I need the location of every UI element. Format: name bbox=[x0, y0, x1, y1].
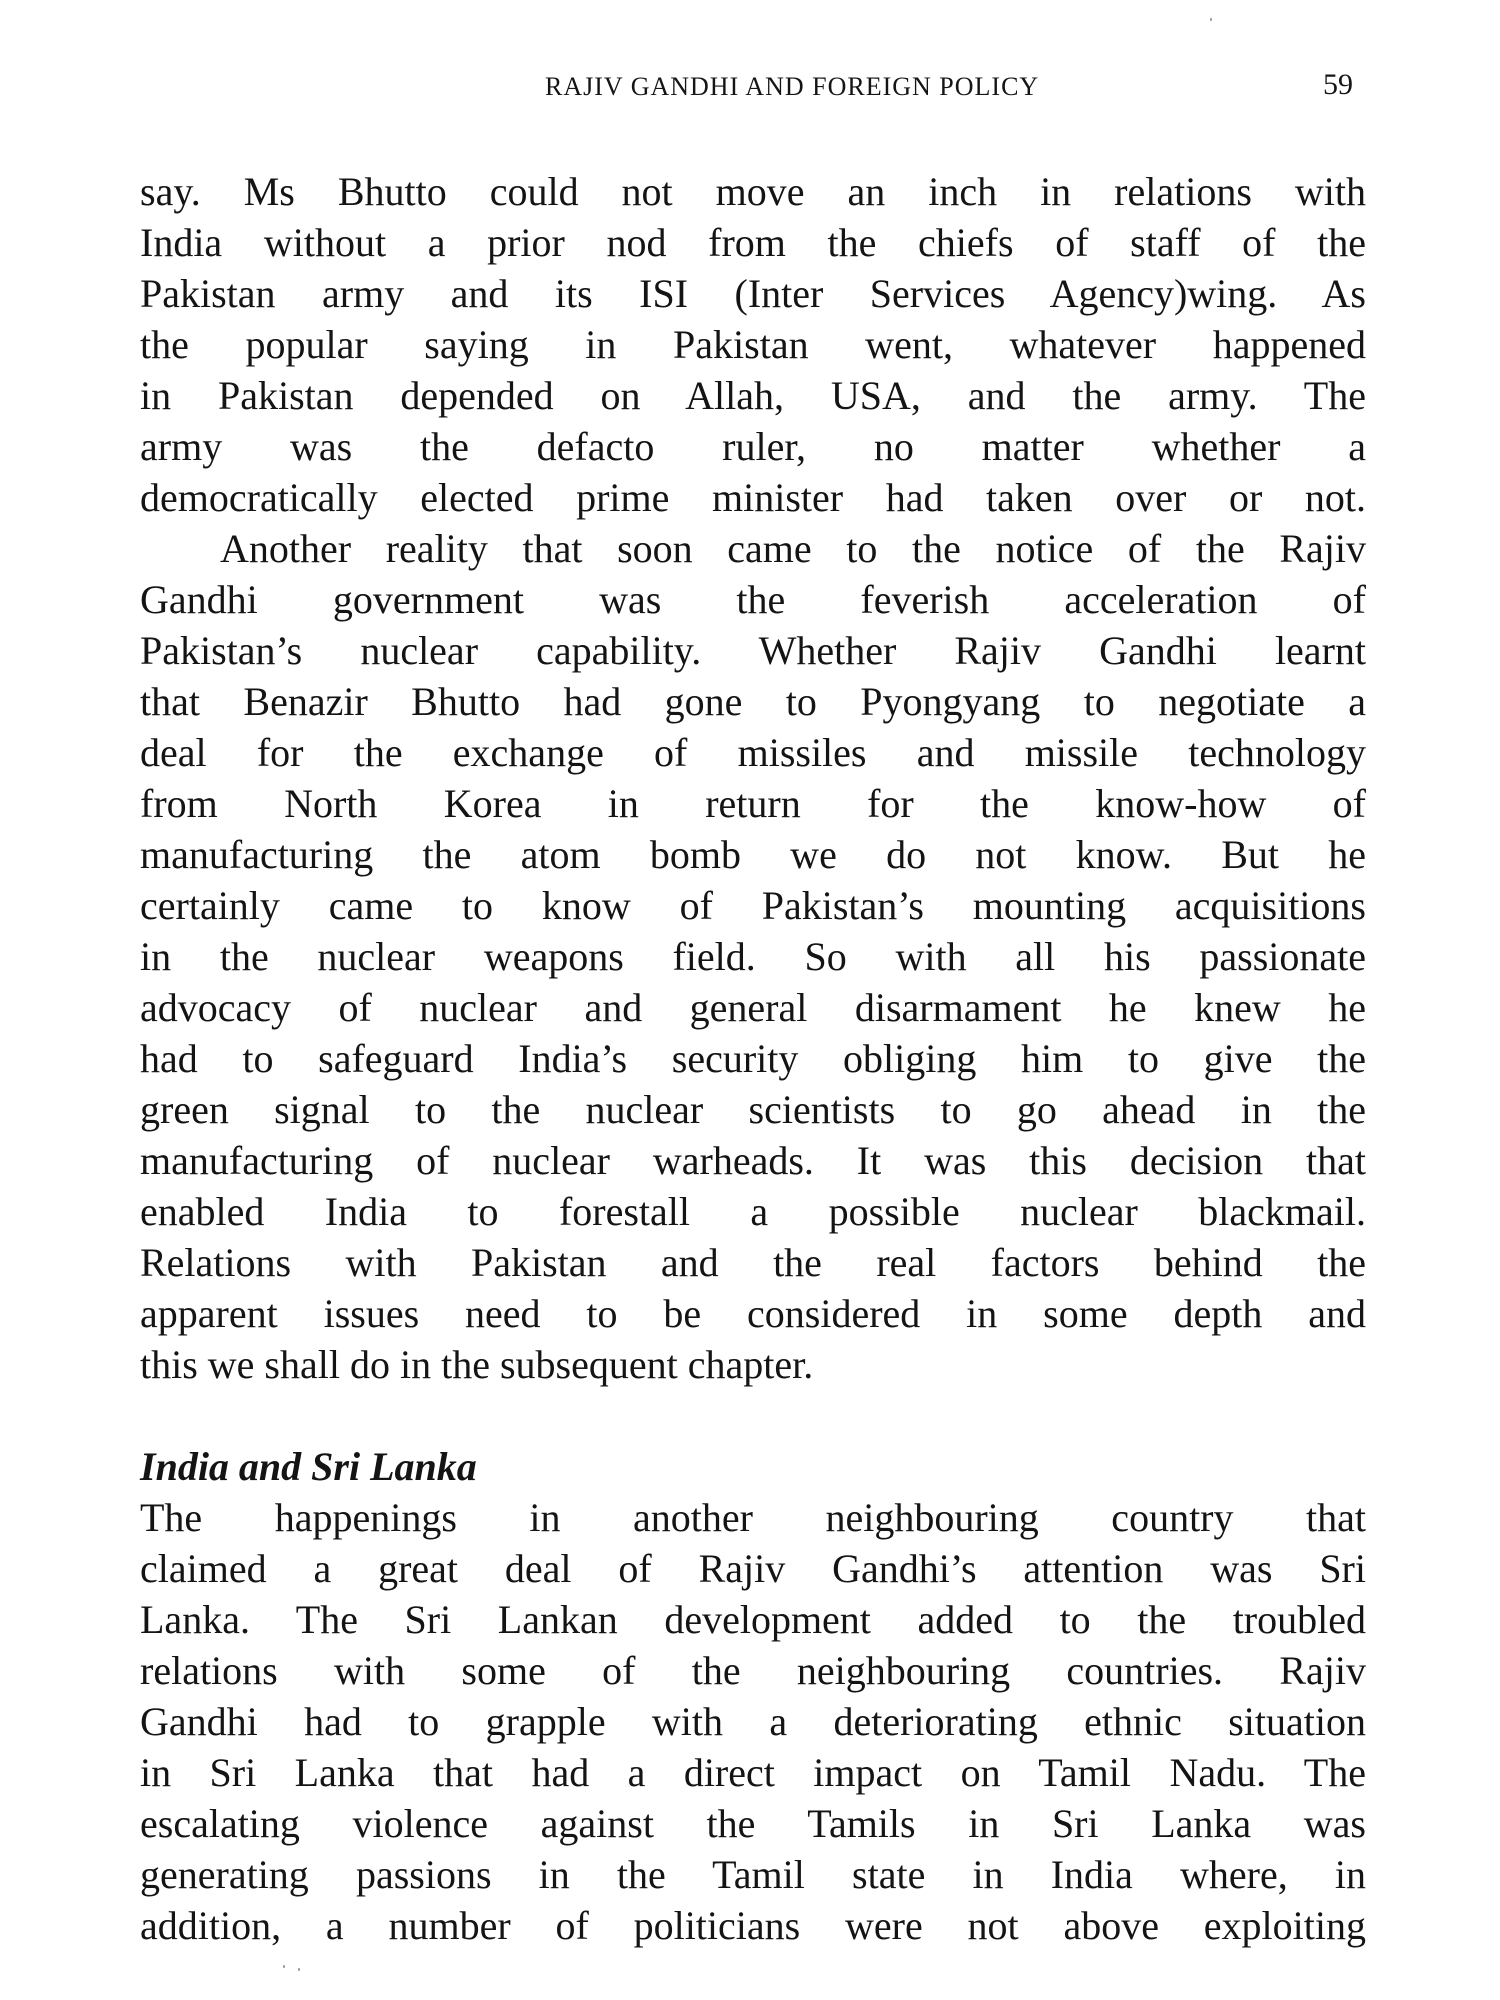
text-line: apparent issues need to be considered in some depth and bbox=[140, 1291, 1366, 1336]
text-line: army was the defacto ruler, no matter whether a bbox=[140, 424, 1366, 469]
text-line: the popular saying in Pakistan went, whatever happened bbox=[140, 322, 1366, 367]
text-line: in the nuclear weapons field. So with all his passionate bbox=[140, 934, 1366, 979]
scan-speck bbox=[298, 1968, 300, 1971]
paragraph-2 bbox=[140, 523, 1366, 1390]
scan-speck bbox=[1210, 18, 1212, 21]
scan-speck bbox=[283, 1965, 285, 1968]
text-line: in Pakistan depended on Allah, USA, and the army. The bbox=[140, 373, 1366, 418]
text-line: say. Ms Bhutto could not move an inch in relations with bbox=[140, 169, 1366, 214]
text-line: The happenings in another neighbouring country that bbox=[140, 1495, 1366, 1540]
page-number: 59 bbox=[1323, 68, 1353, 101]
text-line: India without a prior nod from the chiefs of staff of the bbox=[140, 220, 1366, 265]
text-line: green signal to the nuclear scientists to go ahead in the bbox=[140, 1087, 1366, 1132]
body-text bbox=[140, 166, 1366, 1951]
text-line: this we shall do in the subsequent chapter. bbox=[140, 1342, 814, 1387]
text-line: claimed a great deal of Rajiv Gandhi’s attention was Sri bbox=[140, 1546, 1366, 1591]
running-head-title: RAJIV GANDHI AND FOREIGN POLICY bbox=[545, 72, 1040, 101]
text-line: escalating violence against the Tamils in Sri Lanka was bbox=[140, 1801, 1366, 1846]
paragraph-1 bbox=[140, 166, 1366, 523]
text-line: enabled India to forestall a possible nuclear blackmail. bbox=[140, 1189, 1366, 1234]
section-heading: India and Sri Lanka bbox=[140, 1444, 477, 1489]
text-line: from North Korea in return for the know-how of bbox=[140, 781, 1366, 826]
text-line: certainly came to know of Pakistan’s mounting acquisitions bbox=[140, 883, 1366, 928]
text-line: manufacturing of nuclear warheads. It was this decision that bbox=[140, 1138, 1366, 1183]
text-line: advocacy of nuclear and general disarmament he knew he bbox=[140, 985, 1366, 1030]
text-line: Relations with Pakistan and the real factors behind the bbox=[140, 1240, 1366, 1285]
section-spacer bbox=[140, 1390, 1366, 1441]
text-line: that Benazir Bhutto had gone to Pyongyang to negotiate a bbox=[140, 679, 1366, 724]
text-line: in Sri Lanka that had a direct impact on Tamil Nadu. The bbox=[140, 1750, 1366, 1795]
text-line: democratically elected prime minister had taken over or not. bbox=[140, 475, 1366, 520]
text-line: generating passions in the Tamil state in India where, in bbox=[140, 1852, 1366, 1897]
text-line: had to safeguard India’s security obliging him to give the bbox=[140, 1036, 1366, 1081]
text-line: manufacturing the atom bomb we do not know. But he bbox=[140, 832, 1366, 877]
text-line: addition, a number of politicians were not above exploiting bbox=[140, 1903, 1366, 1948]
text-line: Gandhi had to grapple with a deteriorating ethnic situation bbox=[140, 1699, 1366, 1744]
text-line: deal for the exchange of missiles and missile technology bbox=[140, 730, 1366, 775]
text-line: Lanka. The Sri Lankan development added to the troubled bbox=[140, 1597, 1366, 1642]
text-line: Pakistan army and its ISI (Inter Services Agency)wing. As bbox=[140, 271, 1366, 316]
text-line: Pakistan’s nuclear capability. Whether Rajiv Gandhi learnt bbox=[140, 628, 1366, 673]
text-line: Gandhi government was the feverish acceleration of bbox=[140, 577, 1366, 622]
text-line: relations with some of the neighbouring countries. Rajiv bbox=[140, 1648, 1366, 1693]
section-india-sri-lanka bbox=[140, 1441, 1366, 1951]
text-line: Another reality that soon came to the notice of the Rajiv bbox=[220, 526, 1366, 571]
